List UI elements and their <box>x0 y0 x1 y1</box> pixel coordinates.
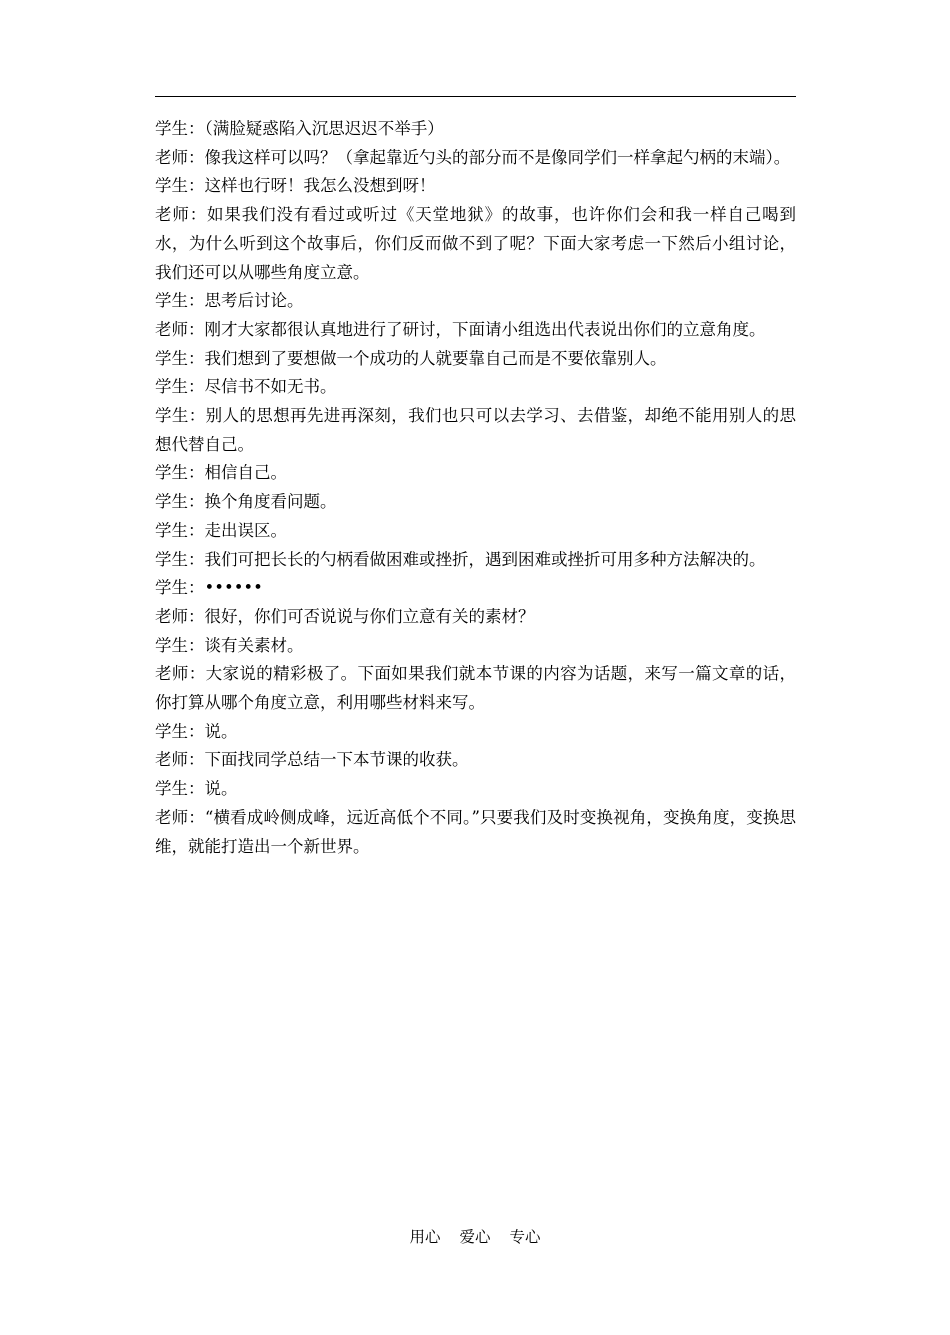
paragraph: 学生：说。 <box>155 779 238 799</box>
document-body <box>155 115 796 861</box>
footer-item: 用心 <box>409 1228 441 1246</box>
paragraph: 老师：下面找同学总结一下本节课的收获。 <box>155 750 469 770</box>
paragraph: 学生：尽信书不如无书。 <box>155 377 337 397</box>
footer-item: 专心 <box>509 1228 541 1246</box>
header-rule <box>155 96 796 97</box>
paragraph: 老师：很好，你们可否说说与你们立意有关的素材？ <box>155 606 535 626</box>
paragraph: 学生：这样也行呀！我怎么没想到呀！ <box>155 176 436 196</box>
footer-item: 爱心 <box>459 1228 491 1246</box>
paragraph: 学生：换个角度看问题。 <box>155 492 337 512</box>
paragraph: 学生：谈有关素材。 <box>155 635 304 655</box>
paragraph: 学生：•••••• <box>155 578 263 598</box>
paragraph: 学生：（满脸疑惑陷入沉思迟迟不举手） <box>155 119 444 138</box>
paragraph: 学生：思考后讨论。 <box>155 291 304 311</box>
paragraph: 学生：相信自己。 <box>155 463 287 483</box>
paragraph: 学生：别人的思想再先进再深刻，我们也只可以去学习、去借鉴，却绝不能用别人的思想代替自己。 <box>155 406 796 454</box>
page-footer <box>0 1225 950 1249</box>
paragraph: 学生：走出误区。 <box>155 520 287 540</box>
paragraph: 老师：如果我们没有看过或听过《天堂地狱》的故事，也许你们会和我一样自己喝到水，为什么听到这个故事后，你们反而做不到了呢？下面大家考虑一下然后小组讨论，我们还可以从哪些角度立意。 <box>155 205 796 282</box>
paragraph: 老师：刚才大家都很认真地进行了研讨，下面请小组选出代表说出你们的立意角度。 <box>155 319 766 339</box>
paragraph: 老师：像我这样可以吗？（拿起靠近勺头的部分而不是像同学们一样拿起勺柄的末端）。 <box>155 147 791 167</box>
paragraph: 老师：“横看成岭侧成峰，远近高低个不同。”只要我们及时变换视角，变换角度，变换思维，就能打造出一个新世界。 <box>155 807 796 856</box>
paragraph: 学生：说。 <box>155 721 238 741</box>
paragraph: 学生：我们可把长长的勺柄看做困难或挫折，遇到困难或挫折可用多种方法解决的。 <box>155 549 766 569</box>
paragraph: 老师：大家说的精彩极了。下面如果我们就本节课的内容为话题，来写一篇文章的话，你打算从哪个角度立意，利用哪些材料来写。 <box>155 664 796 713</box>
paragraph: 学生：我们想到了要想做一个成功的人就要靠自己而是不要依靠别人。 <box>155 348 667 368</box>
